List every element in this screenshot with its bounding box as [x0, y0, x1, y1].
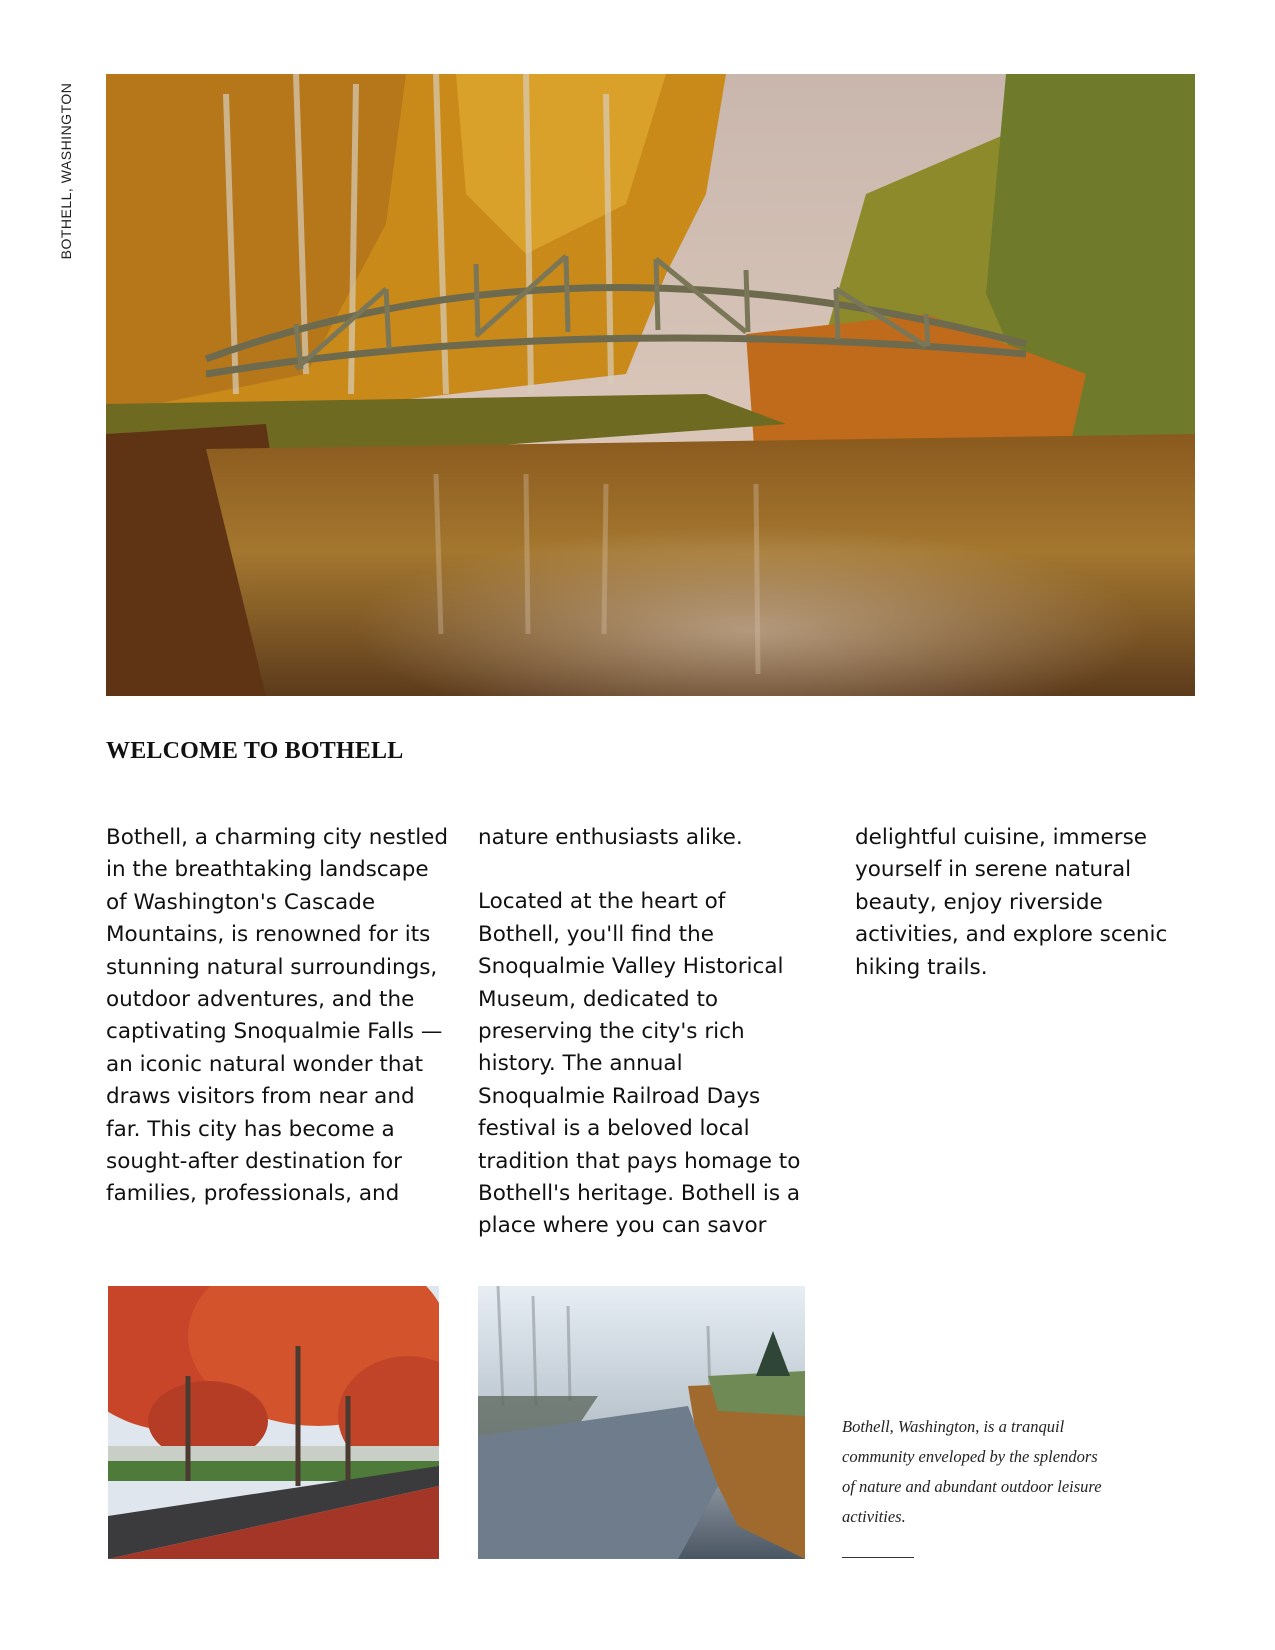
column-2-paragraph-2: Located at the heart of Bothell, you'll find the Snoqualmie Valley Historical Museum, dedicated to preserving the city's rich history. The annual Snoqualmie Railroad Days festival is a beloved local tradition that pays homage to Bothell's heritage. Bothell is a place where you can savor [478, 889, 801, 1239]
column-1-paragraph: Bothell, a charming city nestled in the breathtaking landscape of Washington's Cascade Mountains, is renowned for its stunning natural surroundings, outdoor adventures, and the captivating Snoqualmie Falls —an iconic natural wonder that draws visitors from near and far. This city has become a sought-after destination for families, professionals, and [106, 825, 449, 1207]
caption-divider [842, 1557, 914, 1558]
text-column-3 [855, 822, 1195, 984]
text-column-1 [106, 822, 451, 1211]
foggy-river-photo [478, 1286, 805, 1559]
hero-photo [106, 74, 1195, 696]
column-2-paragraph-1: nature enthusiasts alike. [478, 825, 743, 850]
side-label [58, 76, 74, 266]
red-trees-photo [108, 1286, 439, 1559]
side-label-text: BOTHELL, WASHINGTON [58, 82, 74, 260]
photo-caption: Bothell, Washington, is a tranquil community enveloped by the splendors of nature and abundant outdoor leisure activities. [842, 1417, 1102, 1526]
text-column-2 [478, 822, 814, 1243]
page-heading: WELCOME TO BOTHELL [106, 738, 404, 764]
column-3-paragraph: delightful cuisine, immerse yourself in serene natural beauty, enjoy riverside activities, and explore scenic hiking trails. [855, 825, 1168, 980]
